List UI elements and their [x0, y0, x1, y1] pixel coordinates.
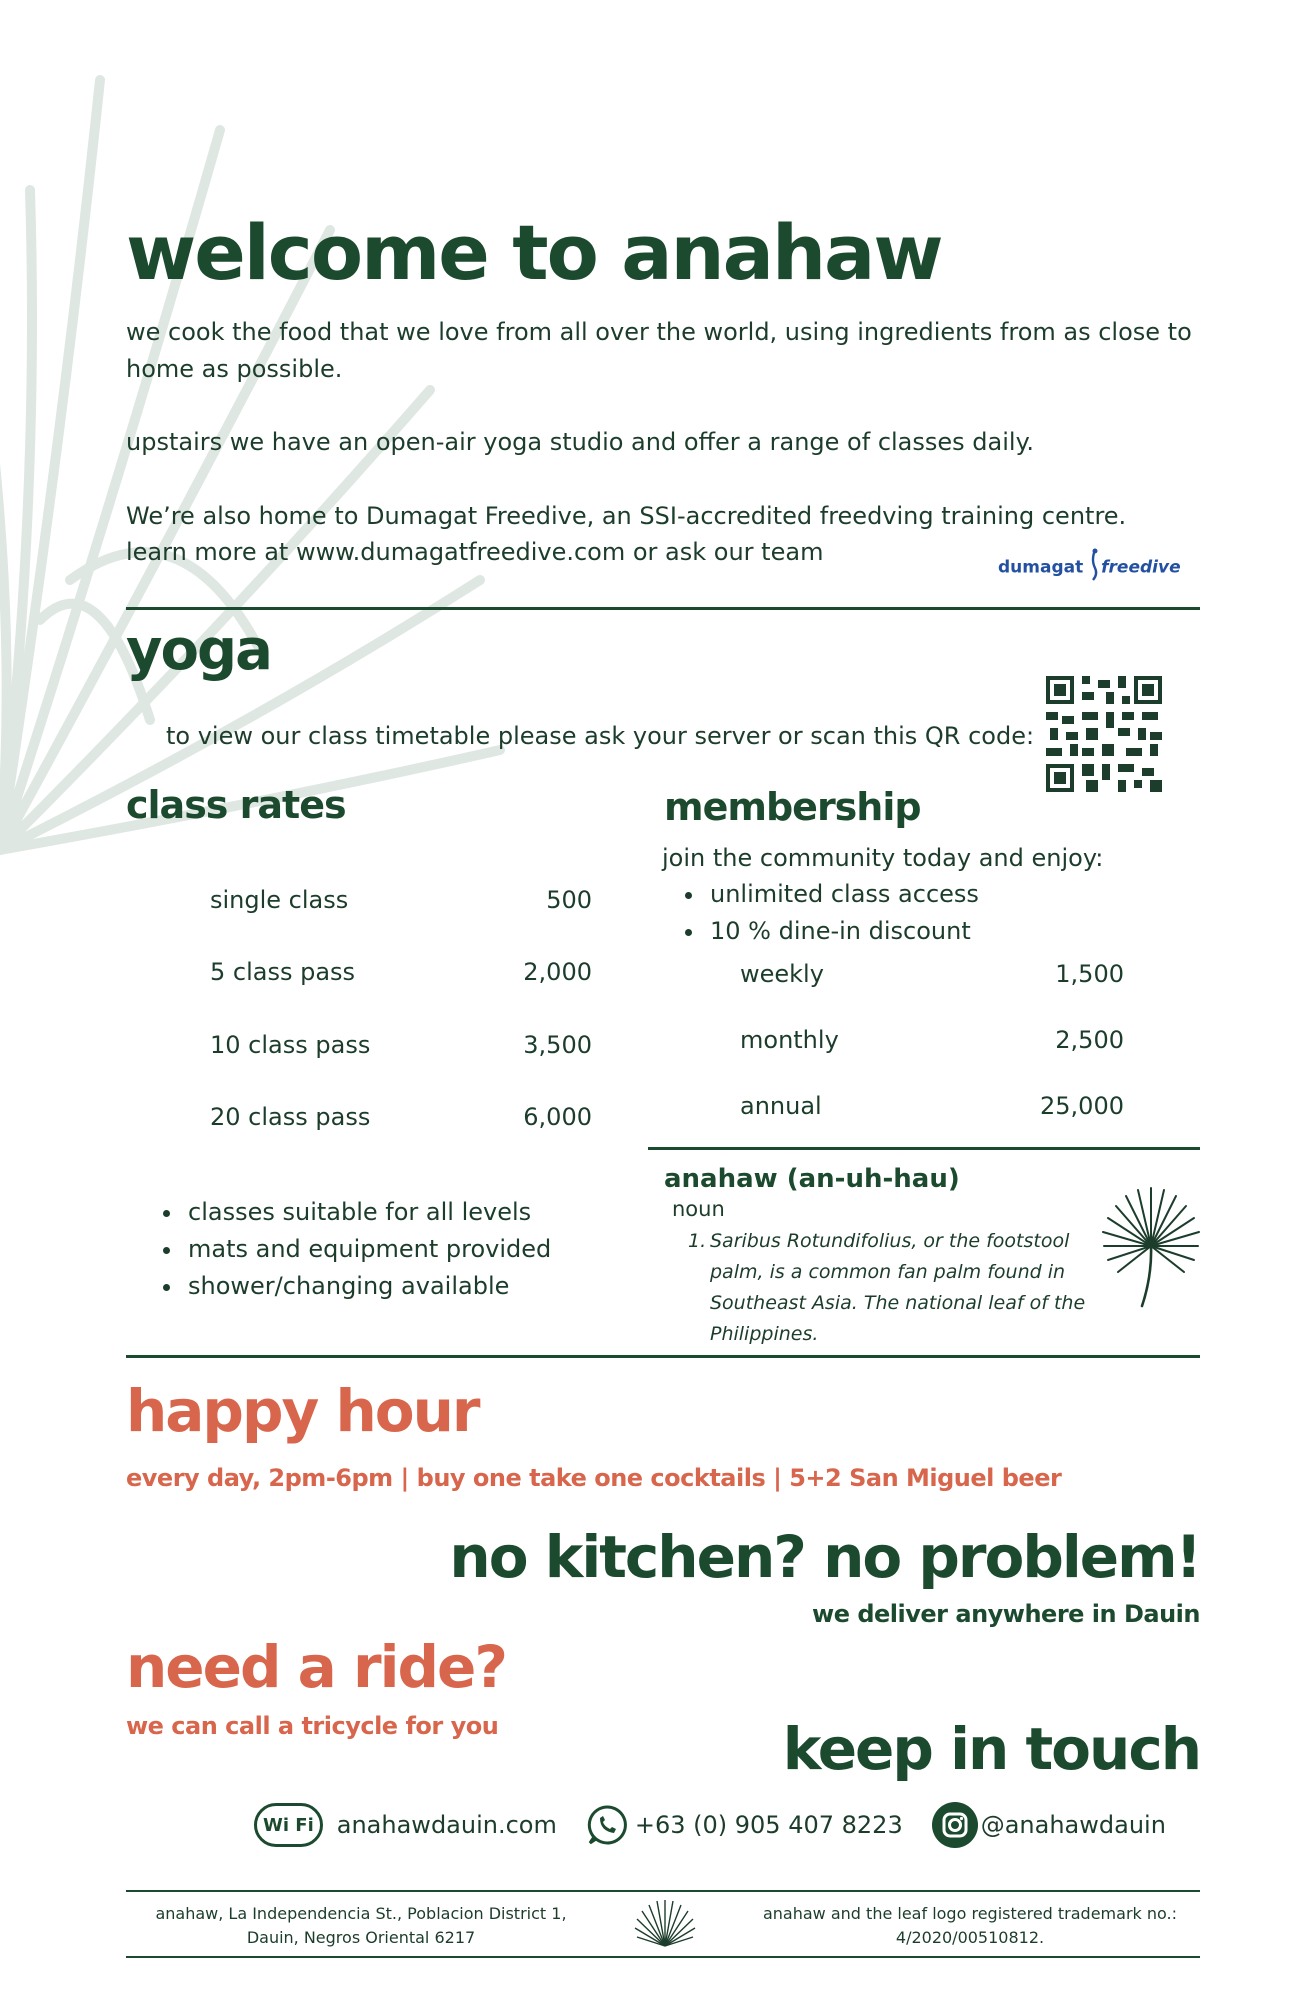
membership-intro: join the community today and enjoy:	[662, 844, 1104, 872]
wifi-icon	[254, 1803, 323, 1847]
happy-hour-details: every day, 2pm-6pm | buy one take one cocktails | 5+2 San Miguel beer	[126, 1464, 1062, 1492]
class-rates-title: class rates	[126, 783, 346, 827]
rate-name-5-pass: 5 class pass	[210, 958, 356, 986]
delivery-title: no kitchen? no problem!	[449, 1523, 1200, 1591]
welcome-title: welcome to anahaw	[126, 208, 942, 297]
keep-in-touch-title: keep in touch	[782, 1715, 1200, 1783]
yoga-notes-list	[150, 1194, 644, 1305]
membership-price-weekly: 1,500	[1055, 960, 1124, 988]
definition-word: anahaw (an-uh-hau)	[664, 1164, 960, 1194]
list-item: • mats and equipment provided	[184, 1231, 644, 1268]
rate-price-single: 500	[546, 886, 592, 914]
instagram-handle[interactable]: @anahawdauin	[980, 1811, 1166, 1839]
definition-number: 1.	[688, 1230, 707, 1252]
rate-name-20-pass: 20 class pass	[210, 1103, 371, 1131]
trademark-line-1: anahaw and the leaf logo registered trademark no.:	[762, 1904, 1177, 1923]
delivery-subtitle: we deliver anywhere in Dauin	[812, 1600, 1200, 1628]
footer-divider-bottom	[126, 1956, 1200, 1958]
yoga-title: yoga	[126, 618, 271, 683]
membership-benefits-list	[672, 876, 1146, 950]
timetable-text: to view our class timetable please ask your server or scan this QR code:	[166, 722, 1035, 750]
logo-text-dumagat: dumagat	[998, 557, 1084, 578]
dumagat-freedive-logo	[998, 548, 1181, 587]
welcome-paragraph-yoga: upstairs we have an open-air yoga studio and offer a range of classes daily.	[126, 428, 1034, 456]
fan-palm-icon	[1098, 1180, 1204, 1310]
membership-title: membership	[664, 785, 921, 829]
footer-divider-top	[126, 1890, 1200, 1892]
membership-name-weekly: weekly	[740, 960, 824, 988]
qr-code[interactable]	[1046, 676, 1162, 792]
membership-price-annual: 25,000	[1040, 1092, 1124, 1120]
rate-name-single: single class	[210, 886, 349, 914]
trademark-line-2: 4/2020/00510812.	[895, 1928, 1045, 1947]
membership-name-annual: annual	[740, 1092, 822, 1120]
rate-price-10-pass: 3,500	[523, 1031, 592, 1059]
instagram-icon	[931, 1801, 979, 1849]
logo-text-freedive: freedive	[1101, 557, 1181, 578]
wifi-label: Wi Fi	[263, 1814, 314, 1836]
list-item: • classes suitable for all levels	[184, 1194, 644, 1231]
footer-trademark	[740, 1902, 1200, 1950]
definition-text: Saribus Rotundifolius, or the footstool palm, is a common fan palm found in Southeast Asia. The national leaf of the Philippines.	[710, 1230, 1086, 1345]
list-item: • shower/changing available	[184, 1268, 644, 1305]
divider-happy-hour-top	[126, 1355, 1200, 1358]
address-line-2: Dauin, Negros Oriental 6217	[246, 1928, 476, 1947]
divider-yoga-top	[126, 607, 1200, 610]
happy-hour-title: happy hour	[126, 1377, 479, 1445]
footer-address	[126, 1902, 596, 1950]
welcome-paragraph-learn-more: learn more at www.dumagatfreedive.com or ask our team	[126, 538, 824, 566]
list-item: • 10 % dine-in discount	[706, 913, 1146, 950]
whatsapp-icon	[585, 1803, 629, 1847]
membership-name-monthly: monthly	[740, 1026, 839, 1054]
rate-price-20-pass: 6,000	[523, 1103, 592, 1131]
welcome-paragraph-freedive: We’re also home to Dumagat Freedive, an SSI-accredited freedving training centre.	[126, 502, 1127, 530]
ride-title: need a ride?	[126, 1633, 506, 1701]
definition-part-of-speech: noun	[672, 1197, 725, 1221]
website-link[interactable]: anahawdauin.com	[336, 1811, 557, 1839]
ride-subtitle: we can call a tricycle for you	[126, 1712, 499, 1740]
rate-name-10-pass: 10 class pass	[210, 1031, 371, 1059]
rate-price-5-pass: 2,000	[523, 958, 592, 986]
contact-row	[254, 1800, 1166, 1850]
address-line-1: anahaw, La Independencia St., Poblacion District 1,	[155, 1904, 567, 1923]
phone-number[interactable]: +63 (0) 905 407 8223	[634, 1811, 903, 1839]
welcome-paragraph-food: we cook the food that we love from all over the world, using ingredients from as close to home as possible.	[126, 318, 1192, 383]
list-item: • unlimited class access	[706, 876, 1146, 913]
divider-definition-top	[648, 1147, 1200, 1150]
membership-price-monthly: 2,500	[1055, 1026, 1124, 1054]
diver-icon	[1089, 548, 1101, 587]
anahaw-leaf-logo	[632, 1896, 698, 1950]
